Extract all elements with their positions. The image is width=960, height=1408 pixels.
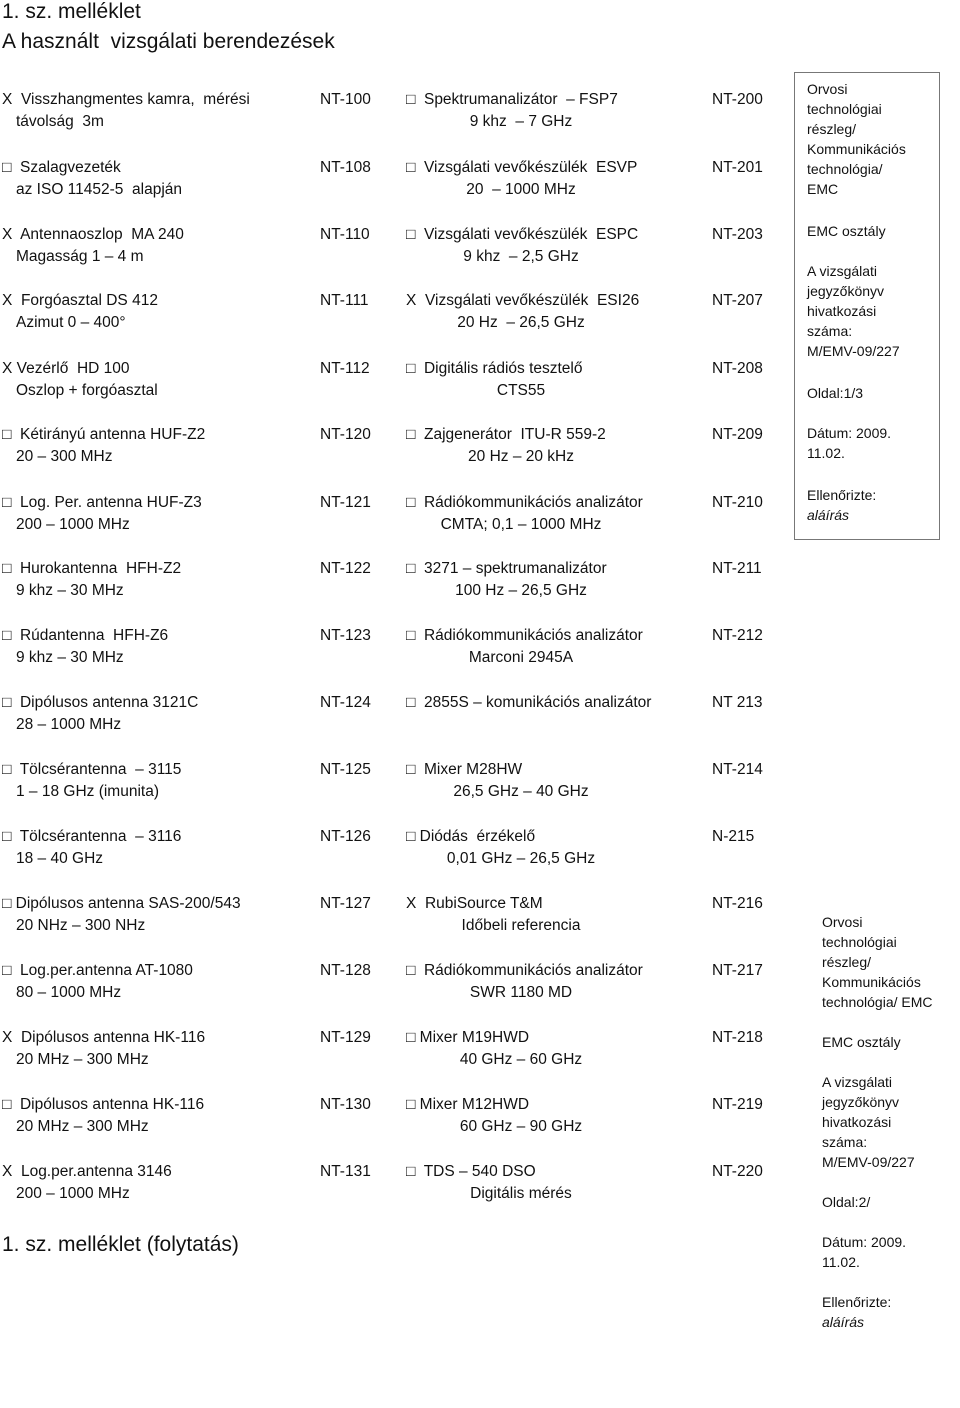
page-subtitle: A használt vizsgálati berendezések (2, 30, 335, 53)
equipment-code: NT-126 (320, 828, 371, 845)
equipment-code: NT-108 (320, 159, 371, 176)
department: EMC osztály (807, 223, 886, 239)
ref-line: száma: (807, 323, 853, 339)
instrument-code: NT-200 (712, 91, 763, 108)
equipment-detail: 20 – 300 MHz (16, 448, 113, 465)
org-line: Orvosi (822, 914, 863, 930)
equipment-name: X Forgóasztal DS 412 (2, 292, 158, 309)
equipment-detail: 9 khz – 30 MHz (16, 649, 124, 666)
instrument-name: □ Spektrumanalizátor – FSP7 (406, 91, 618, 108)
equipment-name: X Dipólusos antenna HK-116 (2, 1029, 206, 1046)
instrument-name: □ Zajgenerátor ITU-R 559-2 (406, 426, 606, 443)
equipment-code: NT-125 (320, 761, 371, 778)
instrument-detail: CMTA; 0,1 – 1000 MHz (440, 516, 602, 533)
equipment-name: □ Dipólusos antenna SAS-200/543 (2, 895, 241, 912)
instrument-detail: 60 GHz – 90 GHz (459, 1118, 583, 1135)
report-reference (822, 1072, 958, 1172)
instrument-detail: 0,01 GHz – 26,5 GHz (446, 850, 596, 867)
ref-line: A vizsgálati (807, 263, 878, 279)
instrument-name: □ 3271 – spektrumanalizátor (406, 560, 607, 577)
equipment-name: □ Log.per.antenna AT-1080 (2, 962, 193, 979)
org-line: technológiai (807, 101, 882, 117)
equipment-detail: Magasság 1 – 4 m (16, 248, 144, 265)
instrument-detail: 9 khz – 7 GHz (469, 113, 573, 130)
date (822, 1232, 958, 1272)
equipment-code: NT-122 (320, 560, 371, 577)
equipment-name: X Visszhangmentes kamra, mérési (2, 91, 250, 108)
checked-label: Ellenőrizte: (807, 487, 877, 503)
equipment-code: NT-110 (320, 226, 370, 243)
org-line: Kommunikációs (822, 974, 921, 990)
report-info-box-2 (822, 912, 958, 1332)
instrument-name: □ Vizsgálati vevőkészülék ESVP (406, 159, 638, 176)
org-line: technológiai (822, 934, 897, 950)
ref-line: száma: (822, 1134, 868, 1150)
equipment-code: NT-112 (320, 360, 370, 377)
equipment-code: NT-124 (320, 694, 371, 711)
ref-line: jegyzőkönyv (822, 1094, 900, 1110)
instrument-code: NT 213 (712, 694, 763, 711)
ref-line: A vizsgálati (822, 1074, 893, 1090)
instrument-code: NT-217 (712, 962, 763, 979)
equipment-name: X Vezérlő HD 100 (2, 360, 130, 377)
equipment-code: NT-131 (320, 1163, 371, 1180)
instrument-detail: Digitális mérés (470, 1185, 572, 1202)
checked-by (807, 485, 876, 525)
instrument-name: □ Vizsgálati vevőkészülék ESPC (406, 226, 639, 243)
page-number: Oldal:2/ (822, 1194, 871, 1210)
instrument-name: □ 2855S – komunikációs analizátor (406, 694, 652, 711)
equipment-detail: 200 – 1000 MHz (16, 516, 130, 533)
instrument-code: NT-201 (712, 159, 763, 176)
equipment-name: □ Szalagvezeték (2, 159, 121, 176)
date-line: 11.02. (807, 445, 845, 461)
equipment-detail: Oszlop + forgóasztal (16, 382, 158, 399)
equipment-code: NT-121 (320, 494, 371, 511)
instrument-name: □ Digitális rádiós tesztelő (406, 360, 583, 377)
org-line: Orvosi (807, 81, 848, 97)
date-line: 11.02. (822, 1254, 860, 1270)
page-number: Oldal:1/3 (807, 385, 864, 401)
instrument-code: N-215 (712, 828, 755, 845)
equipment-detail: 20 MHz – 300 MHz (16, 1051, 149, 1068)
instrument-code: NT-218 (712, 1029, 763, 1046)
date-line: Dátum: 2009. (822, 1234, 907, 1250)
equipment-name: □ Hurokantenna HFH-Z2 (2, 560, 182, 577)
checked-by (822, 1292, 958, 1332)
equipment-name: □ Log. Per. antenna HUF-Z3 (2, 494, 202, 511)
report-info-box (794, 72, 940, 540)
equipment-code: NT-123 (320, 627, 371, 644)
instrument-code: NT-214 (712, 761, 763, 778)
org-line: EMC (807, 181, 839, 197)
instrument-name: □ Diódás érzékelő (406, 828, 536, 845)
equipment-code: NT-120 (320, 426, 371, 443)
org-line: részleg/ (822, 954, 872, 970)
equipment-detail: az ISO 11452-5 alapján (16, 181, 183, 198)
equipment-detail: 80 – 1000 MHz (16, 984, 122, 1001)
instrument-code: NT-219 (712, 1096, 763, 1113)
continuation-title: 1. sz. melléklet (folytatás) (2, 1233, 239, 1256)
equipment-detail: 9 khz – 30 MHz (16, 582, 124, 599)
instrument-detail: 9 khz – 2,5 GHz (463, 248, 579, 265)
instrument-code: NT-212 (712, 627, 763, 644)
instrument-code: NT-209 (712, 426, 763, 443)
equipment-name: X Log.per.antenna 3146 (2, 1163, 172, 1180)
instrument-code: NT-208 (712, 360, 763, 377)
org-line: Kommunikációs (807, 141, 906, 157)
equipment-detail: 18 – 40 GHz (16, 850, 104, 867)
instrument-detail: 40 GHz – 60 GHz (459, 1051, 583, 1068)
equipment-detail: Azimut 0 – 400° (16, 314, 126, 331)
instrument-detail: SWR 1180 MD (469, 984, 573, 1001)
page-title: 1. sz. melléklet (2, 0, 141, 23)
equipment-name: □ Dipólusos antenna HK-116 (2, 1096, 205, 1113)
department: EMC osztály (822, 1034, 901, 1050)
ref-line: jegyzőkönyv (807, 283, 885, 299)
instrument-code: NT-211 (712, 560, 762, 577)
instrument-detail: Marconi 2945A (468, 649, 574, 666)
instrument-name: □ Mixer M28HW (406, 761, 523, 778)
equipment-code: NT-127 (320, 895, 371, 912)
org-line: technológia/ EMC (822, 994, 933, 1010)
instrument-detail: CTS55 (496, 382, 546, 399)
checked-label: Ellenőrizte: (822, 1294, 892, 1310)
instrument-name: □ Mixer M19HWD (406, 1029, 530, 1046)
equipment-code: NT-129 (320, 1029, 371, 1046)
equipment-name: □ Tölcsérantenna – 3115 (2, 761, 182, 778)
org-name (822, 912, 958, 1012)
instrument-detail: 20 Hz – 26,5 GHz (457, 314, 585, 331)
equipment-name: □ Dipólusos antenna 3121C (2, 694, 199, 711)
ref-line: M/EMV-09/227 (807, 343, 900, 359)
instrument-name: X Vizsgálati vevőkészülék ESI26 (406, 292, 640, 309)
signature: aláírás (807, 507, 850, 523)
instrument-name: X RubiSource T&M (406, 895, 543, 912)
equipment-code: NT-111 (320, 292, 369, 309)
equipment-detail: 20 NHz – 300 NHz (16, 917, 146, 934)
org-line: részleg/ (807, 121, 857, 137)
instrument-name: □ Mixer M12HWD (406, 1096, 530, 1113)
instrument-code: NT-203 (712, 226, 763, 243)
equipment-name: X Antennaoszlop MA 240 (2, 226, 184, 243)
instrument-name: □ Rádiókommunikációs analizátor (406, 494, 643, 511)
equipment-detail: 20 MHz – 300 MHz (16, 1118, 149, 1135)
equipment-name: □ Kétirányú antenna HUF-Z2 (2, 426, 206, 443)
instrument-code: NT-210 (712, 494, 763, 511)
equipment-code: NT-130 (320, 1096, 371, 1113)
instrument-name: □ TDS – 540 DSO (406, 1163, 536, 1180)
instrument-name: □ Rádiókommunikációs analizátor (406, 627, 643, 644)
instrument-code: NT-220 (712, 1163, 763, 1180)
equipment-name: □ Rúdantenna HFH-Z6 (2, 627, 169, 644)
equipment-detail: távolság 3m (16, 113, 104, 130)
ref-line: hivatkozási (807, 303, 877, 319)
instrument-code: NT-207 (712, 292, 763, 309)
equipment-code: NT-128 (320, 962, 371, 979)
date-line: Dátum: 2009. (807, 425, 892, 441)
ref-line: hivatkozási (822, 1114, 892, 1130)
equipment-code: NT-100 (320, 91, 371, 108)
equipment-detail: 28 – 1000 MHz (16, 716, 122, 733)
instrument-detail: 20 Hz – 20 kHz (468, 448, 574, 465)
instrument-name: □ Rádiókommunikációs analizátor (406, 962, 643, 979)
org-line: technológia/ (807, 161, 883, 177)
signature: aláírás (822, 1314, 865, 1330)
equipment-name: □ Tölcsérantenna – 3116 (2, 828, 182, 845)
instrument-detail: Időbeli referencia (461, 917, 581, 934)
date (807, 423, 891, 463)
equipment-detail: 1 – 18 GHz (imunita) (16, 783, 159, 800)
equipment-detail: 200 – 1000 MHz (16, 1185, 130, 1202)
instrument-code: NT-216 (712, 895, 763, 912)
report-reference (807, 261, 937, 361)
instrument-detail: 20 – 1000 MHz (466, 181, 576, 198)
ref-line: M/EMV-09/227 (822, 1154, 915, 1170)
org-name (807, 79, 937, 199)
instrument-detail: 100 Hz – 26,5 GHz (455, 582, 587, 599)
instrument-detail: 26,5 GHz – 40 GHz (453, 783, 589, 800)
